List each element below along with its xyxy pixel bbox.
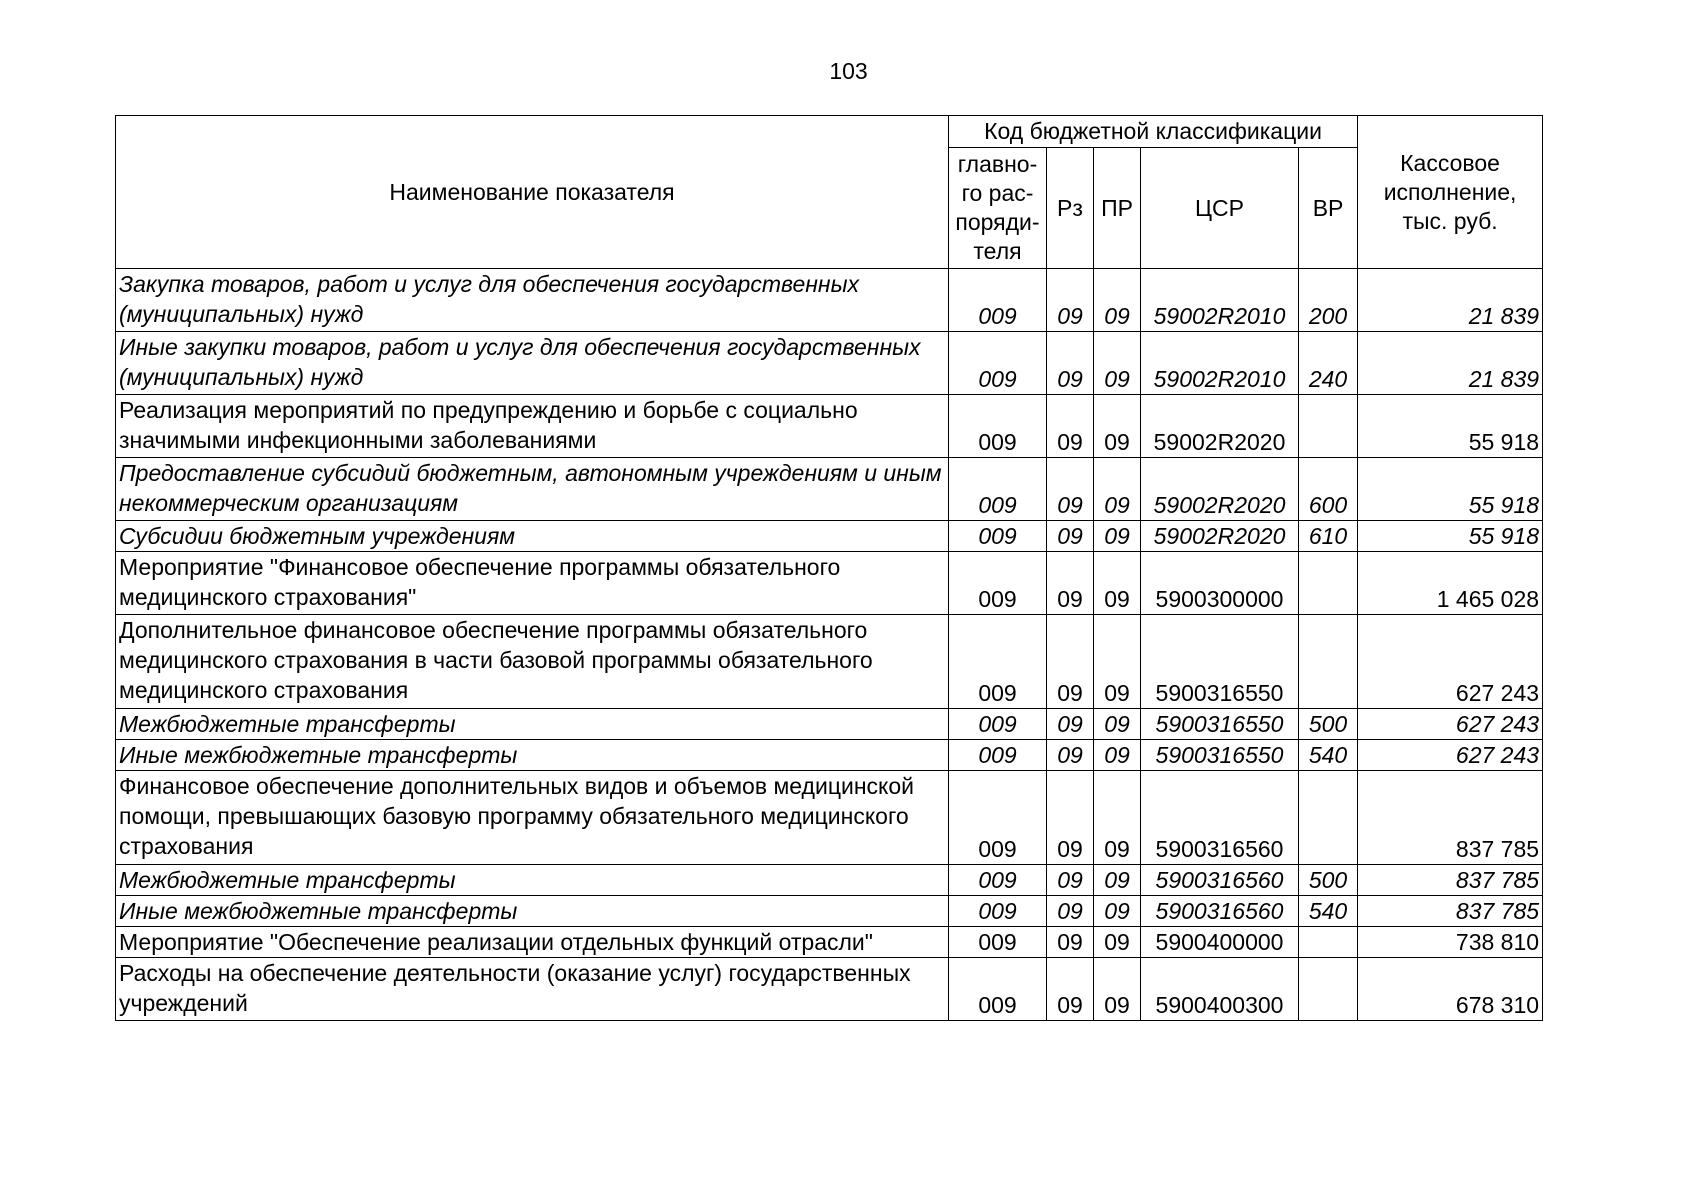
row-rz-code: 09 — [1047, 269, 1094, 332]
row-amount: 627 243 — [1358, 740, 1543, 771]
header-rz: Рз — [1047, 148, 1094, 269]
row-csr-code: 59002R2020 — [1141, 395, 1299, 458]
header-name: Наименование показателя — [116, 116, 949, 269]
row-csr-code: 59002R2010 — [1141, 269, 1299, 332]
header-main-manager: главно-го рас-поряди-теля — [949, 148, 1047, 269]
row-pr-code: 09 — [1094, 740, 1141, 771]
row-name: Субсидии бюджетным учреждениям — [116, 521, 949, 552]
table-row — [116, 865, 1543, 896]
row-main-manager-code: 009 — [949, 521, 1047, 552]
row-vr-code: 610 — [1299, 521, 1358, 552]
row-name: Финансовое обеспечение дополнительных видов и объемов медицинской помощи, превышающих базовую программу обязательного медицинского страхования — [116, 771, 949, 865]
row-name: Межбюджетные трансферты — [116, 709, 949, 740]
row-vr-code: 240 — [1299, 332, 1358, 395]
row-vr-code — [1299, 927, 1358, 958]
row-amount: 55 918 — [1358, 458, 1543, 521]
row-rz-code: 09 — [1047, 332, 1094, 395]
row-rz-code: 09 — [1047, 615, 1094, 709]
row-vr-code: 200 — [1299, 269, 1358, 332]
row-pr-code: 09 — [1094, 896, 1141, 927]
row-pr-code: 09 — [1094, 927, 1141, 958]
table-row — [116, 615, 1543, 709]
header-vr: ВР — [1299, 148, 1358, 269]
row-main-manager-code: 009 — [949, 395, 1047, 458]
row-name: Мероприятие "Финансовое обеспечение программы обязательного медицинского страхования" — [116, 552, 949, 615]
header-amount: Кассовое исполнение, тыс. руб. — [1358, 116, 1543, 269]
header-pr: ПР — [1094, 148, 1141, 269]
row-name: Иные межбюджетные трансферты — [116, 740, 949, 771]
row-name: Мероприятие "Обеспечение реализации отдельных функций отрасли" — [116, 927, 949, 958]
table-row — [116, 927, 1543, 958]
row-csr-code: 5900300000 — [1141, 552, 1299, 615]
row-csr-code: 5900316550 — [1141, 615, 1299, 709]
row-vr-code — [1299, 552, 1358, 615]
row-vr-code: 540 — [1299, 740, 1358, 771]
row-pr-code: 09 — [1094, 615, 1141, 709]
table-row — [116, 521, 1543, 552]
row-rz-code: 09 — [1047, 896, 1094, 927]
row-name: Дополнительное финансовое обеспечение программы обязательного медицинского страхования в части базовой программы обязательного медицинского страхования — [116, 615, 949, 709]
row-pr-code: 09 — [1094, 552, 1141, 615]
table-row — [116, 269, 1543, 332]
row-amount: 21 839 — [1358, 269, 1543, 332]
table-header — [116, 116, 1543, 269]
row-amount: 837 785 — [1358, 771, 1543, 865]
row-rz-code: 09 — [1047, 521, 1094, 552]
row-csr-code: 59002R2020 — [1141, 458, 1299, 521]
header-csr: ЦСР — [1141, 148, 1299, 269]
row-rz-code: 09 — [1047, 865, 1094, 896]
row-rz-code: 09 — [1047, 927, 1094, 958]
row-csr-code: 5900316560 — [1141, 865, 1299, 896]
row-amount: 678 310 — [1358, 958, 1543, 1021]
row-csr-code: 5900400300 — [1141, 958, 1299, 1021]
row-csr-code: 59002R2010 — [1141, 332, 1299, 395]
row-main-manager-code: 009 — [949, 927, 1047, 958]
row-vr-code: 540 — [1299, 896, 1358, 927]
row-csr-code: 5900316560 — [1141, 896, 1299, 927]
row-csr-code: 5900400000 — [1141, 927, 1299, 958]
row-vr-code — [1299, 395, 1358, 458]
row-main-manager-code: 009 — [949, 771, 1047, 865]
row-main-manager-code: 009 — [949, 865, 1047, 896]
row-csr-code: 5900316550 — [1141, 709, 1299, 740]
row-vr-code — [1299, 615, 1358, 709]
row-main-manager-code: 009 — [949, 896, 1047, 927]
row-vr-code — [1299, 958, 1358, 1021]
row-amount: 837 785 — [1358, 896, 1543, 927]
row-csr-code: 5900316550 — [1141, 740, 1299, 771]
row-amount: 738 810 — [1358, 927, 1543, 958]
row-main-manager-code: 009 — [949, 332, 1047, 395]
table-row — [116, 958, 1543, 1021]
row-pr-code: 09 — [1094, 709, 1141, 740]
row-pr-code: 09 — [1094, 958, 1141, 1021]
table-row — [116, 395, 1543, 458]
row-rz-code: 09 — [1047, 958, 1094, 1021]
row-name: Предоставление субсидий бюджетным, автономным учреждениям и иным некоммерческим организациям — [116, 458, 949, 521]
row-pr-code: 09 — [1094, 865, 1141, 896]
row-csr-code: 5900316560 — [1141, 771, 1299, 865]
table-body — [116, 269, 1543, 1021]
row-main-manager-code: 009 — [949, 269, 1047, 332]
row-main-manager-code: 009 — [949, 552, 1047, 615]
row-amount: 627 243 — [1358, 615, 1543, 709]
row-main-manager-code: 009 — [949, 958, 1047, 1021]
row-rz-code: 09 — [1047, 395, 1094, 458]
row-main-manager-code: 009 — [949, 740, 1047, 771]
row-main-manager-code: 009 — [949, 615, 1047, 709]
row-name: Реализация мероприятий по предупреждению и борьбе с социально значимыми инфекционными заболеваниями — [116, 395, 949, 458]
row-vr-code: 500 — [1299, 865, 1358, 896]
budget-table — [115, 115, 1543, 1021]
row-csr-code: 59002R2020 — [1141, 521, 1299, 552]
row-amount: 21 839 — [1358, 332, 1543, 395]
row-name: Межбюджетные трансферты — [116, 865, 949, 896]
row-vr-code — [1299, 771, 1358, 865]
row-amount: 55 918 — [1358, 521, 1543, 552]
row-name: Расходы на обеспечение деятельности (оказание услуг) государственных учреждений — [116, 958, 949, 1021]
row-pr-code: 09 — [1094, 521, 1141, 552]
table-row — [116, 332, 1543, 395]
row-rz-code: 09 — [1047, 740, 1094, 771]
row-pr-code: 09 — [1094, 332, 1141, 395]
row-pr-code: 09 — [1094, 269, 1141, 332]
table-row — [116, 740, 1543, 771]
row-pr-code: 09 — [1094, 458, 1141, 521]
row-vr-code: 600 — [1299, 458, 1358, 521]
row-vr-code: 500 — [1299, 709, 1358, 740]
table-row — [116, 709, 1543, 740]
row-pr-code: 09 — [1094, 395, 1141, 458]
table-row — [116, 896, 1543, 927]
row-name: Иные закупки товаров, работ и услуг для обеспечения государственных (муниципальных) нужд — [116, 332, 949, 395]
row-rz-code: 09 — [1047, 552, 1094, 615]
header-code-group: Код бюджетной классификации — [949, 116, 1358, 148]
row-rz-code: 09 — [1047, 771, 1094, 865]
row-pr-code: 09 — [1094, 771, 1141, 865]
row-rz-code: 09 — [1047, 709, 1094, 740]
row-main-manager-code: 009 — [949, 458, 1047, 521]
row-name: Иные межбюджетные трансферты — [116, 896, 949, 927]
page-number: 103 — [829, 58, 868, 84]
row-rz-code: 09 — [1047, 458, 1094, 521]
row-amount: 837 785 — [1358, 865, 1543, 896]
table-row — [116, 458, 1543, 521]
row-amount: 55 918 — [1358, 395, 1543, 458]
row-main-manager-code: 009 — [949, 709, 1047, 740]
table-row — [116, 552, 1543, 615]
row-name: Закупка товаров, работ и услуг для обеспечения государственных (муниципальных) нужд — [116, 269, 949, 332]
table-row — [116, 771, 1543, 865]
row-amount: 627 243 — [1358, 709, 1543, 740]
row-amount: 1 465 028 — [1358, 552, 1543, 615]
